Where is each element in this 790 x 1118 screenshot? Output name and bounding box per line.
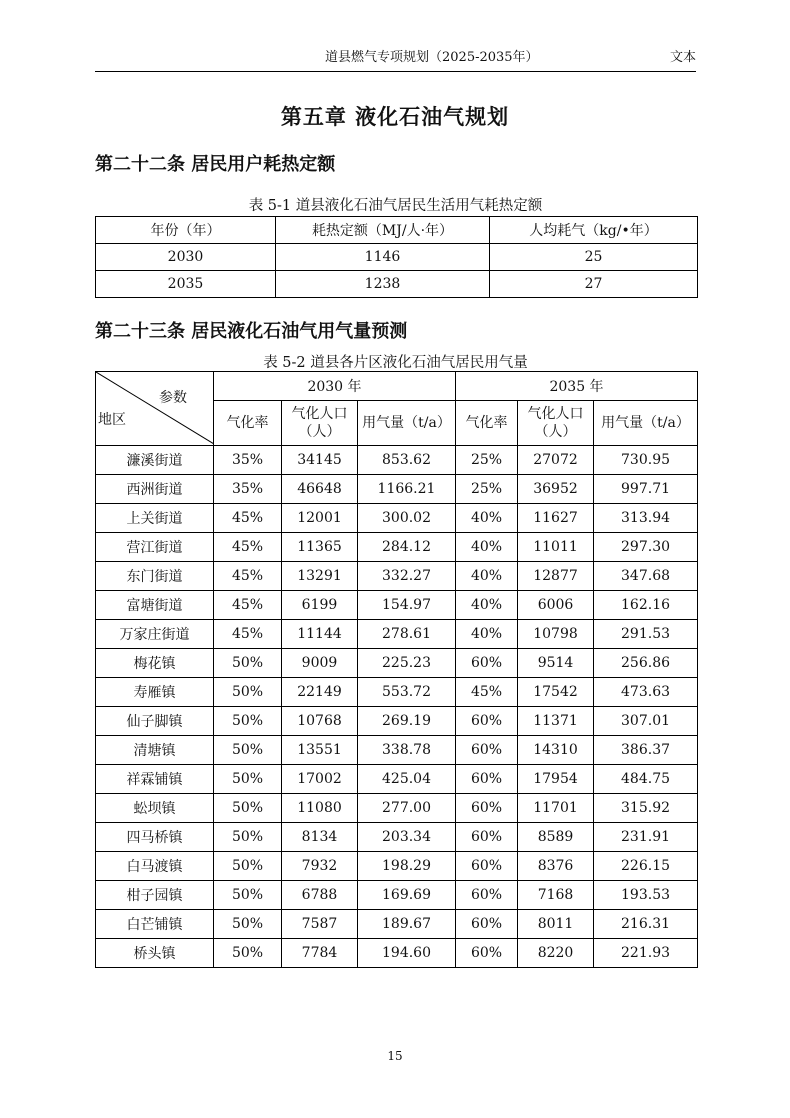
region-name-cell: 上关街道: [96, 504, 214, 533]
table-cell: 226.15: [594, 852, 698, 881]
table-cell: 6199: [282, 591, 358, 620]
table-row: [96, 504, 698, 533]
table-row: [96, 678, 698, 707]
region-name-cell: 万家庄街道: [96, 620, 214, 649]
table-cell: 35%: [214, 446, 282, 475]
section-23-title: 第二十三条 居民液化石油气用气量预测: [95, 321, 408, 342]
table-cell: 40%: [456, 504, 518, 533]
corner-area-label: 地区: [98, 412, 126, 428]
table-cell: 256.86: [594, 649, 698, 678]
table-cell: 484.75: [594, 765, 698, 794]
table-cell: 40%: [456, 533, 518, 562]
table-cell: 162.16: [594, 591, 698, 620]
table-cell: 203.34: [358, 823, 456, 852]
region-name-cell: 西洲街道: [96, 475, 214, 504]
table-cell: 347.68: [594, 562, 698, 591]
table-cell: 11371: [518, 707, 594, 736]
table-cell: 17002: [282, 765, 358, 794]
table-cell: 7784: [282, 939, 358, 968]
table-cell: 27: [490, 271, 698, 298]
table-subheader-cell: 气化率: [456, 401, 518, 446]
table-cell: 386.37: [594, 736, 698, 765]
table-cell: 17542: [518, 678, 594, 707]
table-cell: 60%: [456, 881, 518, 910]
table-cell: 17954: [518, 765, 594, 794]
region-name-cell: 柑子园镇: [96, 881, 214, 910]
table-cell: 291.53: [594, 620, 698, 649]
table-cell: 25%: [456, 475, 518, 504]
page-header: [95, 46, 696, 66]
table-cell: 11080: [282, 794, 358, 823]
region-name-cell: 白马渡镇: [96, 852, 214, 881]
table-cell: 269.19: [358, 707, 456, 736]
header-rule: [95, 71, 696, 72]
table-cell: 7587: [282, 910, 358, 939]
table-cell: 11701: [518, 794, 594, 823]
table-cell: 60%: [456, 765, 518, 794]
table-cell: 169.69: [358, 881, 456, 910]
table-subheader-cell: 气化率: [214, 401, 282, 446]
table-cell: 40%: [456, 562, 518, 591]
table-cell: 45%: [214, 620, 282, 649]
table-cell: 45%: [456, 678, 518, 707]
table-row: [96, 562, 698, 591]
table-cell: 553.72: [358, 678, 456, 707]
table-cell: 1238: [276, 271, 490, 298]
header-section-label: 文本: [669, 50, 696, 65]
table-cell: 9009: [282, 649, 358, 678]
table-cell: 50%: [214, 881, 282, 910]
table-cell: 8220: [518, 939, 594, 968]
table-cell: 231.91: [594, 823, 698, 852]
table-cell: 12001: [282, 504, 358, 533]
table-subheader-cell: 气化人口（人）: [282, 401, 358, 446]
table-cell: 300.02: [358, 504, 456, 533]
region-name-cell: 寿雁镇: [96, 678, 214, 707]
table-cell: 11011: [518, 533, 594, 562]
table-cell: 8011: [518, 910, 594, 939]
table-cell: 60%: [456, 707, 518, 736]
page-number: 15: [387, 1049, 403, 1063]
table-row: [96, 591, 698, 620]
table-cell: 50%: [214, 649, 282, 678]
table-cell: 221.93: [594, 939, 698, 968]
table-cell: 27072: [518, 446, 594, 475]
table-row: [96, 939, 698, 968]
table-row: [96, 852, 698, 881]
table-cell: 50%: [214, 852, 282, 881]
table-cell: 198.29: [358, 852, 456, 881]
region-name-cell: 桥头镇: [96, 939, 214, 968]
table-cell: 154.97: [358, 591, 456, 620]
table-cell: 36952: [518, 475, 594, 504]
table-5-1: [95, 216, 698, 298]
section-22-title: 第二十二条 居民用户耗热定额: [95, 154, 336, 175]
table-cell: 45%: [214, 562, 282, 591]
table-cell: 13291: [282, 562, 358, 591]
table-subheader-cell: 气化人口（人）: [518, 401, 594, 446]
table-cell: 60%: [456, 649, 518, 678]
table-cell: 9514: [518, 649, 594, 678]
table-row: [96, 620, 698, 649]
table-cell: 473.63: [594, 678, 698, 707]
table-cell: 11627: [518, 504, 594, 533]
table-cell: 307.01: [594, 707, 698, 736]
table-row: [96, 446, 698, 475]
table-5-2: [95, 371, 698, 968]
document-title: 道县燃气专项规划（2025-2035年）: [325, 50, 539, 65]
table-cell: 7932: [282, 852, 358, 881]
table-cell: 278.61: [358, 620, 456, 649]
table-cell: 194.60: [358, 939, 456, 968]
table-row: [96, 244, 698, 271]
region-name-cell: 营江街道: [96, 533, 214, 562]
table-cell: 45%: [214, 504, 282, 533]
table-cell: 1166.21: [358, 475, 456, 504]
table-row: [96, 475, 698, 504]
table-cell: 10798: [518, 620, 594, 649]
table-cell: 50%: [214, 678, 282, 707]
table-cell: 50%: [214, 794, 282, 823]
table-header-row: [96, 217, 698, 244]
table-cell: 189.67: [358, 910, 456, 939]
table-subheader-cell: 用气量（t/a）: [358, 401, 456, 446]
table-cell: 216.31: [594, 910, 698, 939]
table-subheader-cell: 用气量（t/a）: [594, 401, 698, 446]
table-cell: 40%: [456, 591, 518, 620]
table-cell: 50%: [214, 939, 282, 968]
table-header-cell: 人均耗气（kg/•年）: [490, 217, 698, 244]
table-cell: 50%: [214, 823, 282, 852]
table-row: [96, 823, 698, 852]
region-name-cell: 仙子脚镇: [96, 707, 214, 736]
table-cell: 22149: [282, 678, 358, 707]
table-row: [96, 533, 698, 562]
chapter-title: 第五章 液化石油气规划: [280, 104, 510, 129]
table-cell: 338.78: [358, 736, 456, 765]
table-cell: 332.27: [358, 562, 456, 591]
table-cell: 6006: [518, 591, 594, 620]
region-name-cell: 富塘街道: [96, 591, 214, 620]
table-corner-cell: [96, 372, 214, 446]
table-cell: 12877: [518, 562, 594, 591]
table-cell: 2035: [96, 271, 276, 298]
region-name-cell: 白芒铺镇: [96, 910, 214, 939]
region-name-cell: 四马桥镇: [96, 823, 214, 852]
region-name-cell: 清塘镇: [96, 736, 214, 765]
table-header-cell: 年份（年）: [96, 217, 276, 244]
region-name-cell: 祥霖铺镇: [96, 765, 214, 794]
table-cell: 50%: [214, 707, 282, 736]
table-cell: 45%: [214, 591, 282, 620]
table-cell: 60%: [456, 794, 518, 823]
table-cell: 853.62: [358, 446, 456, 475]
region-name-cell: 濂溪街道: [96, 446, 214, 475]
table-cell: 13551: [282, 736, 358, 765]
table-cell: 313.94: [594, 504, 698, 533]
corner-diagonal-line: [96, 372, 214, 444]
table-cell: 60%: [456, 910, 518, 939]
table-cell: 730.95: [594, 446, 698, 475]
table-cell: 10768: [282, 707, 358, 736]
table-row: [96, 707, 698, 736]
table-cell: 997.71: [594, 475, 698, 504]
table-row: [96, 271, 698, 298]
table-cell: 50%: [214, 765, 282, 794]
region-name-cell: 蚣坝镇: [96, 794, 214, 823]
table-header-cell: 耗热定额（MJ/人·年）: [276, 217, 490, 244]
table-cell: 11144: [282, 620, 358, 649]
table-cell: 8589: [518, 823, 594, 852]
table-row: [96, 881, 698, 910]
region-name-cell: 东门街道: [96, 562, 214, 591]
table-cell: 45%: [214, 533, 282, 562]
table-cell: 40%: [456, 620, 518, 649]
table-cell: 1146: [276, 244, 490, 271]
table-cell: 284.12: [358, 533, 456, 562]
table-cell: 425.04: [358, 765, 456, 794]
table-cell: 60%: [456, 823, 518, 852]
table-cell: 46648: [282, 475, 358, 504]
table-cell: 2030: [96, 244, 276, 271]
region-name-cell: 梅花镇: [96, 649, 214, 678]
table-cell: 8376: [518, 852, 594, 881]
table-cell: 34145: [282, 446, 358, 475]
table-cell: 6788: [282, 881, 358, 910]
table-cell: 50%: [214, 736, 282, 765]
table-cell: 297.30: [594, 533, 698, 562]
table-row: [96, 910, 698, 939]
table-5-2-caption: 表 5-2 道县各片区液化石油气居民用气量: [263, 355, 528, 371]
table-row: [96, 649, 698, 678]
table-cell: 277.00: [358, 794, 456, 823]
table-cell: 8134: [282, 823, 358, 852]
table-cell: 35%: [214, 475, 282, 504]
table-cell: 193.53: [594, 881, 698, 910]
table-row: [96, 736, 698, 765]
table-row: [96, 765, 698, 794]
corner-param-label: 参数: [159, 390, 187, 406]
table-cell: 50%: [214, 910, 282, 939]
table-cell: 225.23: [358, 649, 456, 678]
table-cell: 7168: [518, 881, 594, 910]
table-cell: 60%: [456, 736, 518, 765]
table-5-1-caption: 表 5-1 道县液化石油气居民生活用气耗热定额: [248, 198, 543, 214]
table-cell: 25: [490, 244, 698, 271]
table-cell: 11365: [282, 533, 358, 562]
table-cell: 25%: [456, 446, 518, 475]
header-year-2035: 2035 年: [456, 372, 698, 401]
table-cell: 14310: [518, 736, 594, 765]
table-row: [96, 794, 698, 823]
table-cell: 60%: [456, 939, 518, 968]
table-cell: 60%: [456, 852, 518, 881]
header-year-2030: 2030 年: [214, 372, 456, 401]
table-cell: 315.92: [594, 794, 698, 823]
